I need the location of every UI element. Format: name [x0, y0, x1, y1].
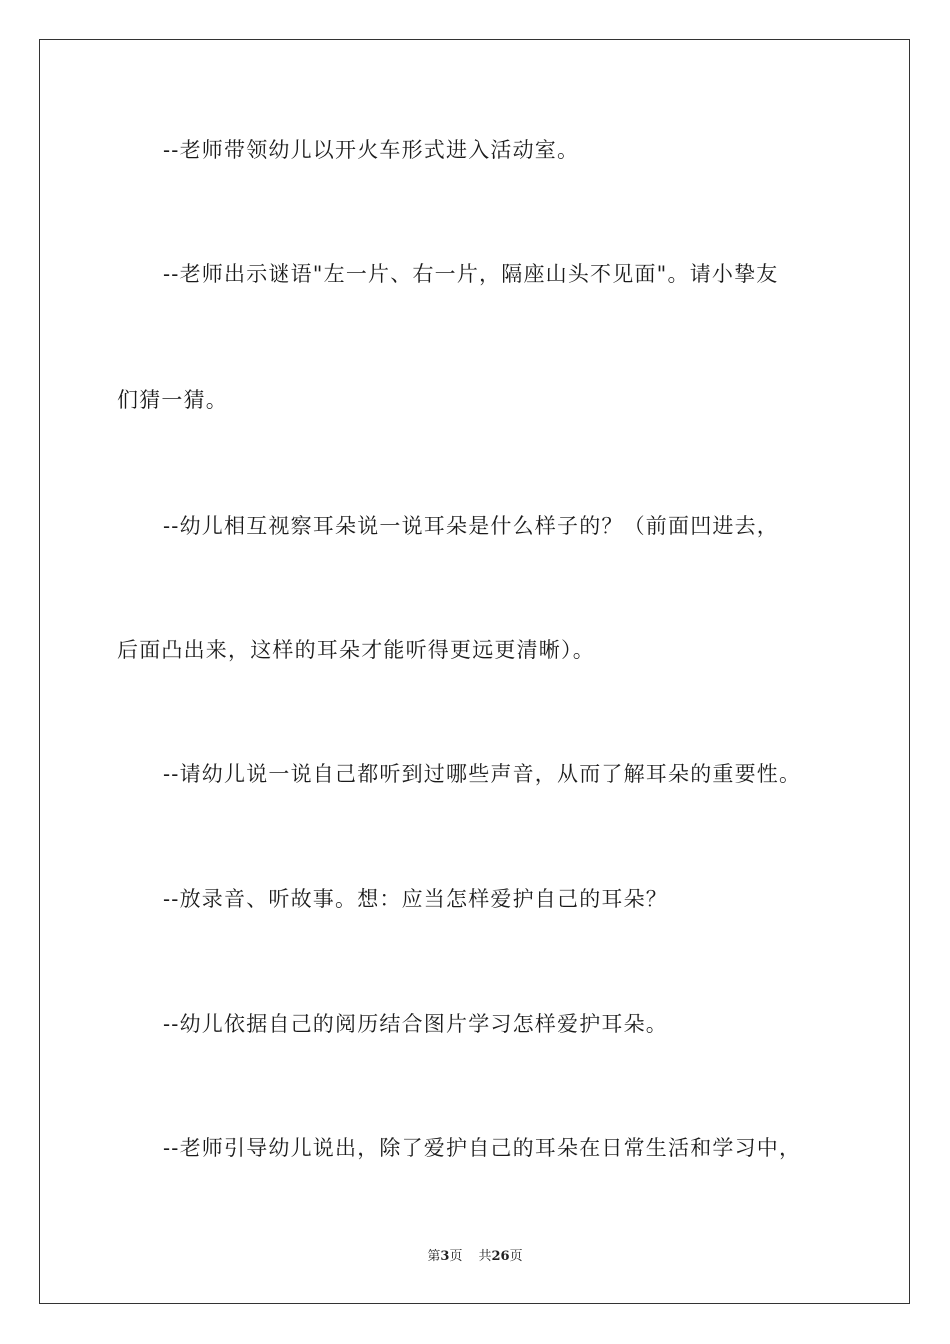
total-pages: 26 — [491, 1249, 510, 1264]
page-label-suffix: 页 — [449, 1249, 463, 1264]
page-frame — [39, 39, 910, 1304]
page-number: 3 — [440, 1249, 450, 1264]
total-label-prefix: 共 — [478, 1249, 492, 1264]
paragraph-line: 们猜一猜。 — [117, 388, 228, 412]
paragraph-line: --老师引导幼儿说出，除了爱护自己的耳朵在日常生活和学习中， — [163, 1136, 802, 1160]
paragraph-line: 后面凸出来，这样的耳朵才能听得更远更清晰）。 — [117, 638, 595, 662]
paragraph-line: --请幼儿说一说自己都听到过哪些声音，从而了解耳朵的重要性。 — [163, 762, 802, 786]
total-label-suffix: 页 — [509, 1249, 523, 1264]
paragraph-line: --幼儿相互视察耳朵说一说耳朵是什么样子的？（前面凹进去， — [163, 514, 779, 538]
paragraph-line: --老师出示谜语"左一片、右一片，隔座山头不见面"。请小挚友 — [163, 262, 779, 286]
paragraph-line: --放录音、听故事。想：应当怎样爱护自己的耳朵？ — [163, 887, 668, 911]
page-footer — [0, 1249, 950, 1265]
paragraph-line: --幼儿依据自己的阅历结合图片学习怎样爱护耳朵。 — [163, 1012, 668, 1036]
page-label-prefix: 第 — [427, 1249, 441, 1264]
paragraph-line: --老师带领幼儿以开火车形式进入活动室。 — [163, 138, 580, 162]
